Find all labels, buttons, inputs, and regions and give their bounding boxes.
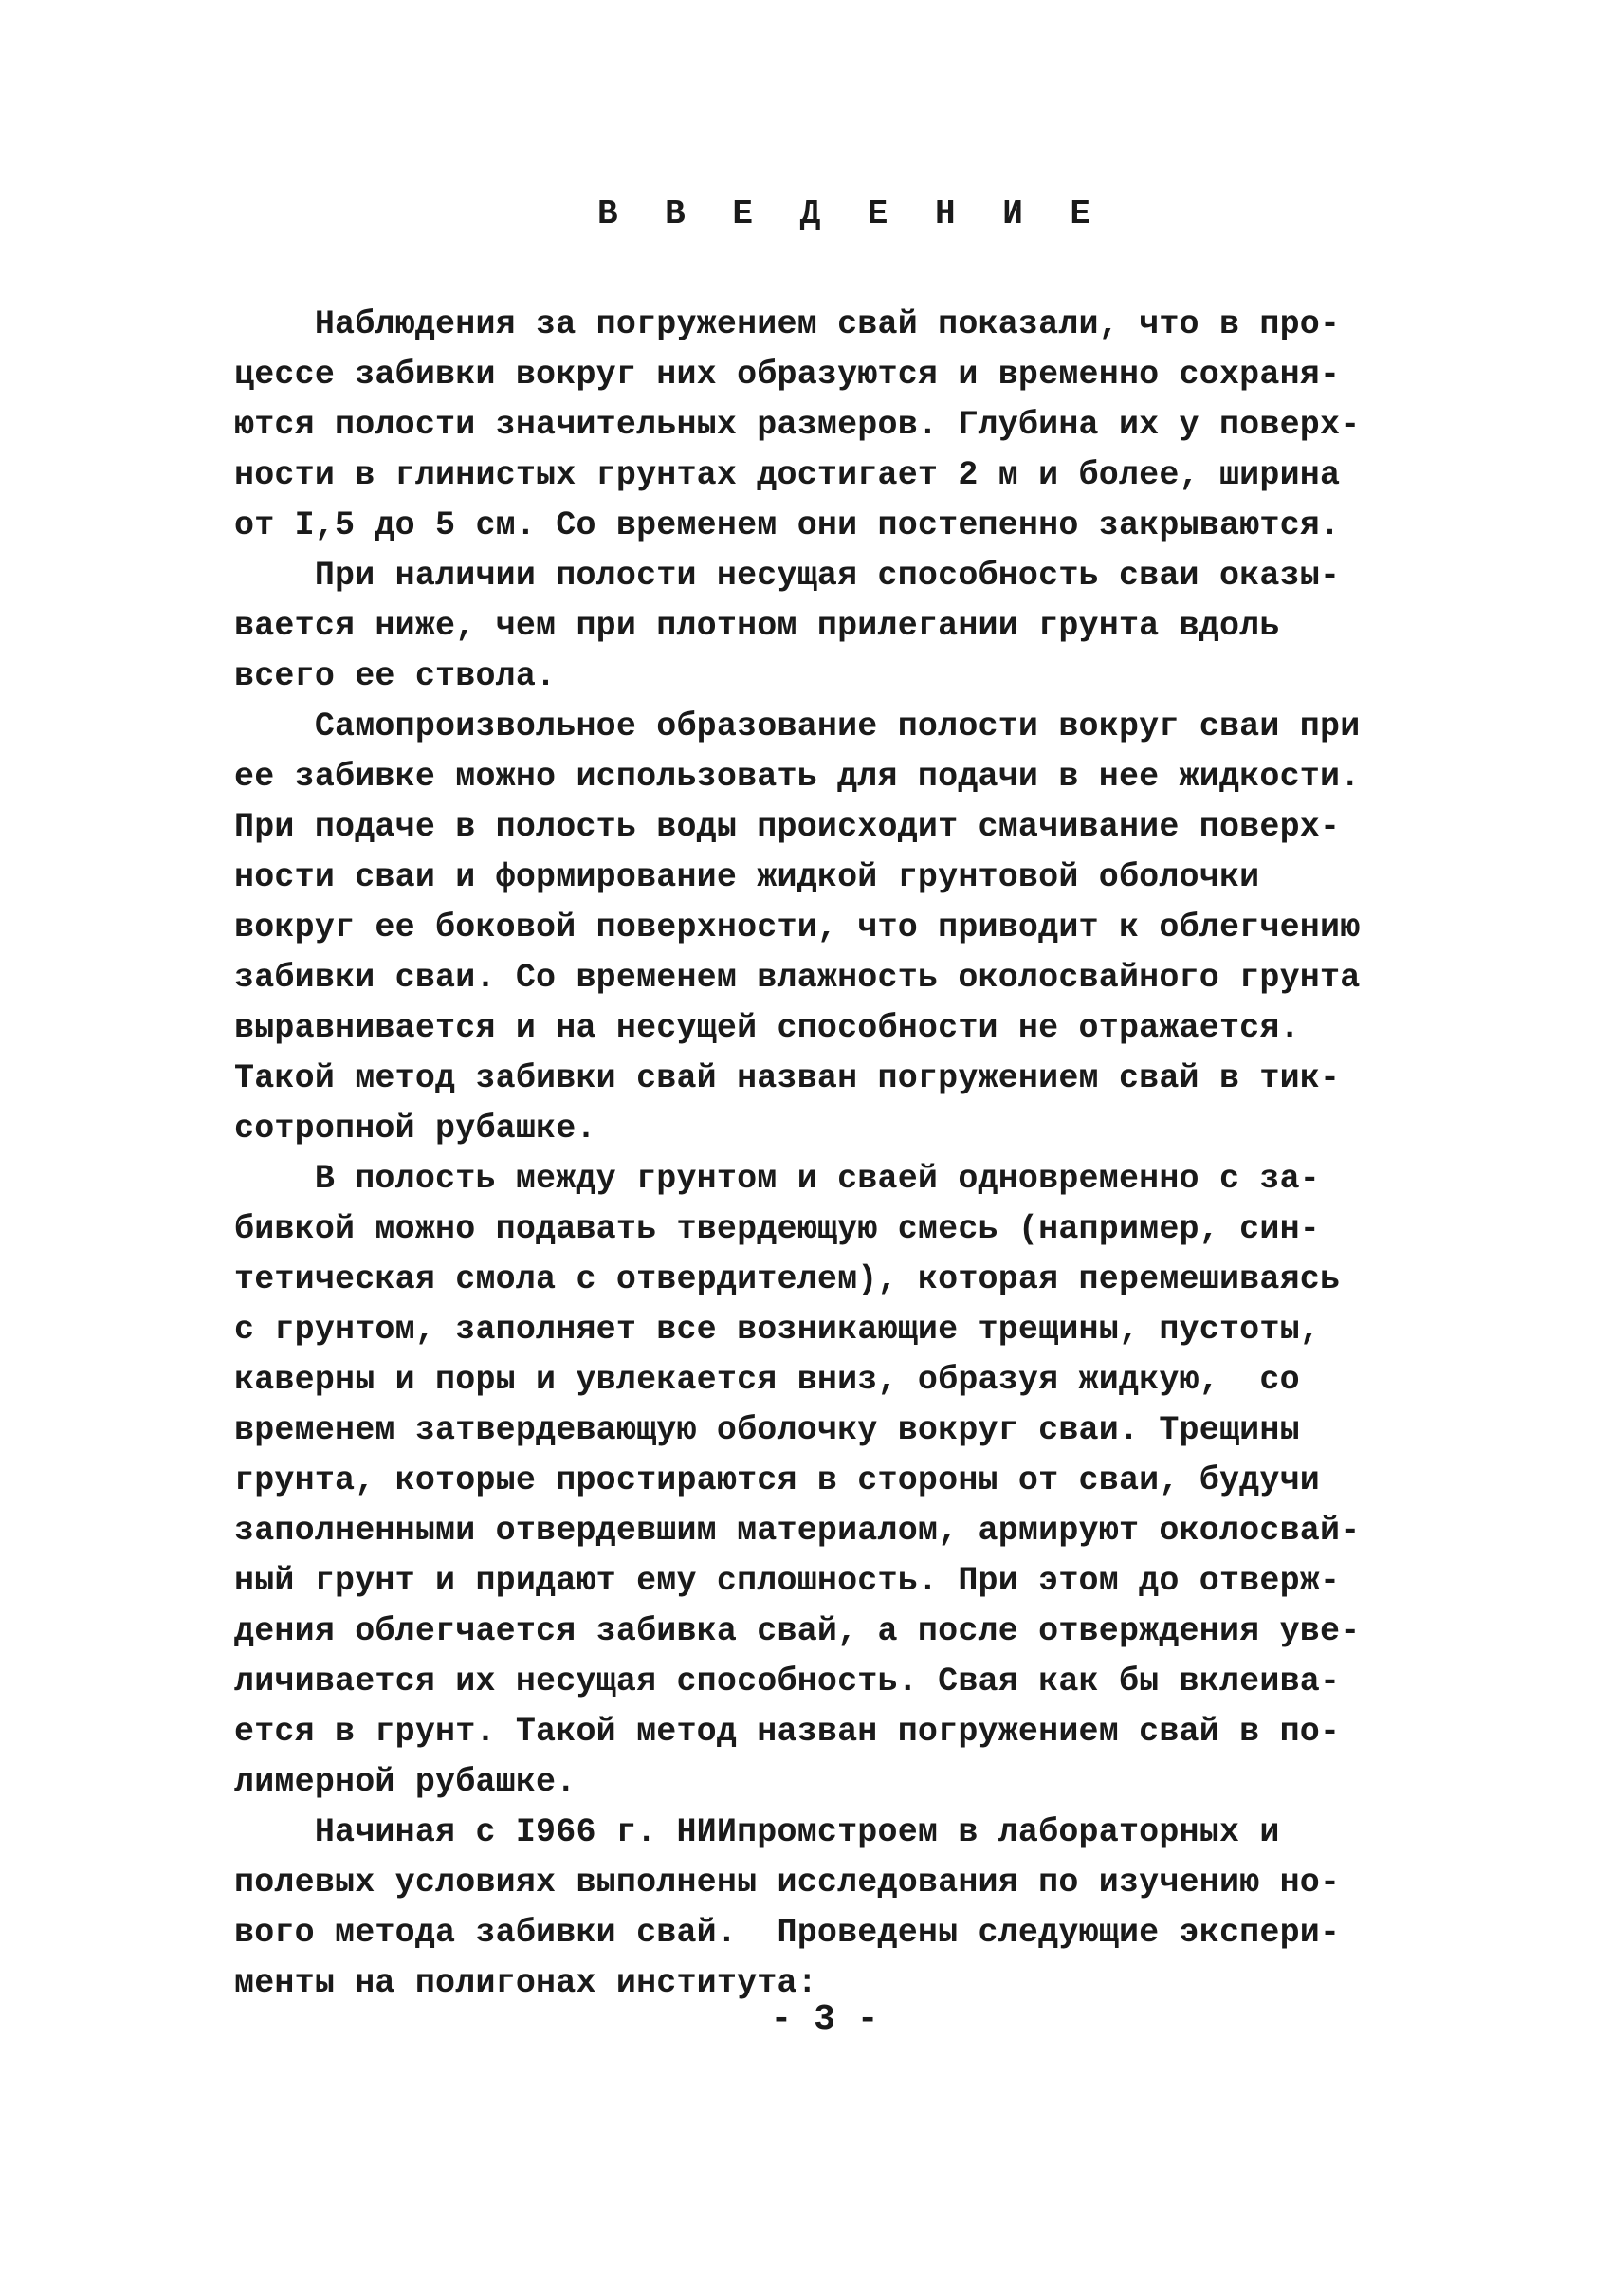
- text-line: ется в грунт. Такой метод назван погружением свай в по-: [234, 1713, 1341, 1751]
- text-line: цессе забивки вокруг них образуются и временно сохраня-: [234, 356, 1341, 394]
- text-line: ются полости значительных размеров. Глубина их у поверх-: [234, 406, 1361, 444]
- text-line: от I,5 до 5 см. Со временем они постепенно закрываются.: [234, 506, 1341, 544]
- text-line: При наличии полости несущая способность сваи оказы-: [234, 557, 1341, 595]
- text-line: бивкой можно подавать твердеющую смесь (например, син-: [234, 1210, 1320, 1248]
- text-line: с грунтом, заполняет все возникающие трещины, пустоты,: [234, 1311, 1320, 1349]
- text-line: дения облегчается забивка свай, а после отверждения уве-: [234, 1612, 1361, 1650]
- text-line: грунта, которые простираются в стороны от сваи, будучи: [234, 1461, 1320, 1499]
- text-line: выравнивается и на несущей способности не отражается.: [234, 1009, 1300, 1047]
- page-title: В В Е Д Е Н И Е: [596, 194, 1105, 233]
- text-line: Наблюдения за погружением свай показали, что в про-: [234, 305, 1341, 343]
- text-line: сотропной рубашке.: [234, 1110, 596, 1148]
- text-line: вого метода забивки свай. Проведены следующие экспери-: [234, 1914, 1341, 1952]
- text-line: заполненными отвердевшим материалом, армируют околосвай-: [234, 1512, 1361, 1550]
- text-line: забивки сваи. Со временем влажность околосвайного грунта: [234, 959, 1361, 997]
- text-line: ности в глинистых грунтах достигает 2 м и более, ширина: [234, 456, 1341, 494]
- text-line: временем затвердевающую оболочку вокруг сваи. Трещины: [234, 1411, 1300, 1449]
- text-line: полевых условиях выполнены исследования по изучению но-: [234, 1864, 1341, 1901]
- text-line: тетическая смола с отвердителем), которая перемешиваясь: [234, 1260, 1341, 1298]
- page-number: - 3 -: [770, 1999, 879, 2040]
- text-line: менты на полигонах института:: [234, 1964, 817, 2002]
- text-line: Такой метод забивки свай назван погружением свай в тик-: [234, 1059, 1341, 1097]
- text-line: ее забивке можно использовать для подачи в нее жидкости.: [234, 758, 1361, 796]
- text-line: вокруг ее боковой поверхности, что приводит к облегчению: [234, 909, 1361, 946]
- text-line: личивается их несущая способность. Свая как бы вклеива-: [234, 1662, 1341, 1700]
- text-line: всего ее ствола.: [234, 657, 557, 695]
- text-line: ный грунт и придают ему сплошность. При этом до отверж-: [234, 1562, 1341, 1600]
- text-line: Начиная с I966 г. НИИпромстроем в лабораторных и: [234, 1813, 1280, 1851]
- text-line: ности сваи и формирование жидкой грунтовой оболочки: [234, 858, 1260, 896]
- text-line: Самопроизвольное образование полости вокруг сваи при: [234, 707, 1361, 745]
- text-line: При подаче в полость воды происходит смачивание поверх-: [234, 808, 1341, 846]
- text-line: каверны и поры и увлекается вниз, образуя жидкую, со: [234, 1361, 1300, 1399]
- text-line: В полость между грунтом и сваей одновременно с за-: [234, 1160, 1320, 1198]
- text-line: лимерной рубашке.: [234, 1763, 577, 1801]
- text-line: вается ниже, чем при плотном прилегании грунта вдоль: [234, 607, 1280, 645]
